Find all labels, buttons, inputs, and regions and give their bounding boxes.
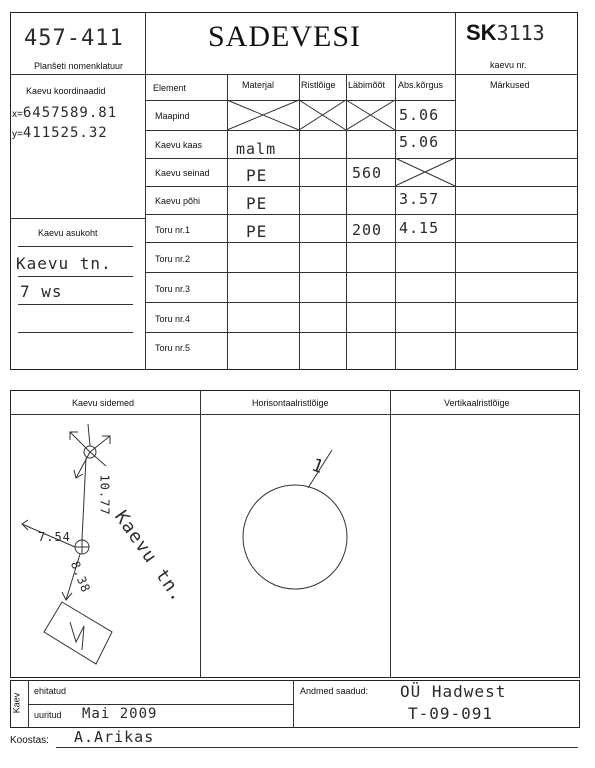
connections-title: Kaevu sidemed: [72, 398, 135, 408]
well-number: [466, 20, 545, 46]
sketch-pipe-number: 1: [308, 454, 328, 479]
coord-y-prefix: y=: [12, 129, 23, 140]
divider: [293, 680, 294, 728]
col-header-notes: Märkused: [490, 80, 530, 90]
well-number-value: 3113: [496, 21, 545, 45]
row-line: [145, 272, 578, 273]
divider: [10, 218, 145, 219]
row-element: Kaevu kaas: [155, 140, 203, 150]
row-element: Toru nr.3: [155, 284, 191, 294]
col-header-section: Ristlõige: [301, 80, 336, 90]
cell-height: 3.57: [399, 190, 440, 208]
vertical-title: Vertikaalristlõige: [444, 398, 510, 408]
divider: [28, 704, 293, 705]
divider: [145, 12, 146, 370]
row-line: [145, 214, 578, 215]
data-source-label: Andmed saadud:: [300, 686, 369, 696]
author-label: Koostas:: [10, 735, 49, 746]
location-line: [18, 276, 133, 277]
divider: [227, 74, 228, 370]
divider: [455, 12, 456, 74]
location-label: Kaevu asukoht: [38, 228, 98, 238]
location-line: [18, 246, 133, 247]
sketch-dim-1: 10.77: [97, 474, 112, 516]
row-line: [145, 186, 578, 187]
divider: [200, 390, 201, 678]
horizontal-title: Horisontaalristlõige: [252, 398, 329, 408]
row-line: [145, 158, 578, 159]
cell-height: 5.06: [399, 133, 440, 151]
cell-height: 4.15: [399, 219, 440, 237]
author-line: [56, 747, 578, 748]
divider: [390, 390, 391, 678]
row-element: Toru nr.5: [155, 343, 191, 353]
row-line: [145, 302, 578, 303]
cell-material: PE: [246, 222, 268, 241]
cell-diameter: 560: [352, 164, 383, 182]
coord-y: [12, 124, 108, 142]
sheet-number: 457-411: [24, 26, 124, 51]
author-value: A.Arikas: [74, 728, 155, 746]
row-line: [145, 130, 578, 131]
well-prefix: SK: [466, 20, 497, 45]
built-label: ehitatud: [34, 686, 67, 696]
bottom-form: [10, 390, 580, 678]
location-line1: Kaevu tn.: [16, 254, 112, 273]
location-line: [18, 332, 133, 333]
well-label: kaevu nr.: [490, 60, 527, 70]
sketch-street: Kaevu tn.: [110, 506, 189, 607]
surveyed-label: uuritud: [34, 710, 62, 720]
coord-x-prefix: x=: [12, 109, 23, 120]
row-element: Maapind: [155, 111, 190, 121]
divider: [346, 74, 347, 370]
col-header-material: Materjal: [242, 80, 275, 90]
sketch-dim-2: 7.54: [38, 530, 71, 544]
sketch-dim-3: 8.38: [67, 559, 94, 595]
row-element: Toru nr.1: [155, 225, 191, 235]
side-label: Kaev: [11, 692, 22, 714]
cell-diameter: 200: [352, 221, 383, 239]
page-title: SADEVESI: [208, 20, 362, 53]
col-header-height: Abs.kõrgus: [398, 80, 444, 90]
row-line: [145, 242, 578, 243]
coord-x-value: 6457589.81: [22, 105, 118, 121]
col-header-element: Element: [153, 83, 187, 93]
divider: [299, 74, 300, 370]
row-element: Kaevu seinad: [155, 168, 210, 178]
coords-label: Kaevu koordinaadid: [26, 86, 106, 96]
cell-material: malm: [236, 140, 277, 158]
divider: [10, 74, 578, 75]
surveyed-value: Mai 2009: [82, 706, 158, 722]
row-element: Kaevu põhi: [155, 196, 201, 206]
divider: [395, 74, 396, 370]
cell-height: 5.06: [399, 106, 440, 124]
data-source-ref: T-09-091: [408, 704, 494, 723]
cell-material: PE: [246, 194, 268, 213]
location-line2: 7 ws: [20, 282, 63, 301]
row-element: Toru nr.4: [155, 314, 191, 324]
cell-material: PE: [246, 166, 268, 185]
sheet-label: Planšeti nomenklatuur: [34, 61, 124, 71]
coord-y-value: 411525.32: [22, 125, 108, 141]
data-source-value: OÜ Hadwest: [400, 682, 507, 701]
col-header-diameter: Läbimõõt: [348, 80, 386, 90]
divider: [10, 414, 580, 415]
location-line: [18, 304, 133, 305]
row-element: Toru nr.2: [155, 254, 191, 264]
divider: [455, 74, 456, 370]
row-line: [145, 332, 578, 333]
coord-x: [12, 104, 117, 122]
row-line: [145, 100, 455, 101]
